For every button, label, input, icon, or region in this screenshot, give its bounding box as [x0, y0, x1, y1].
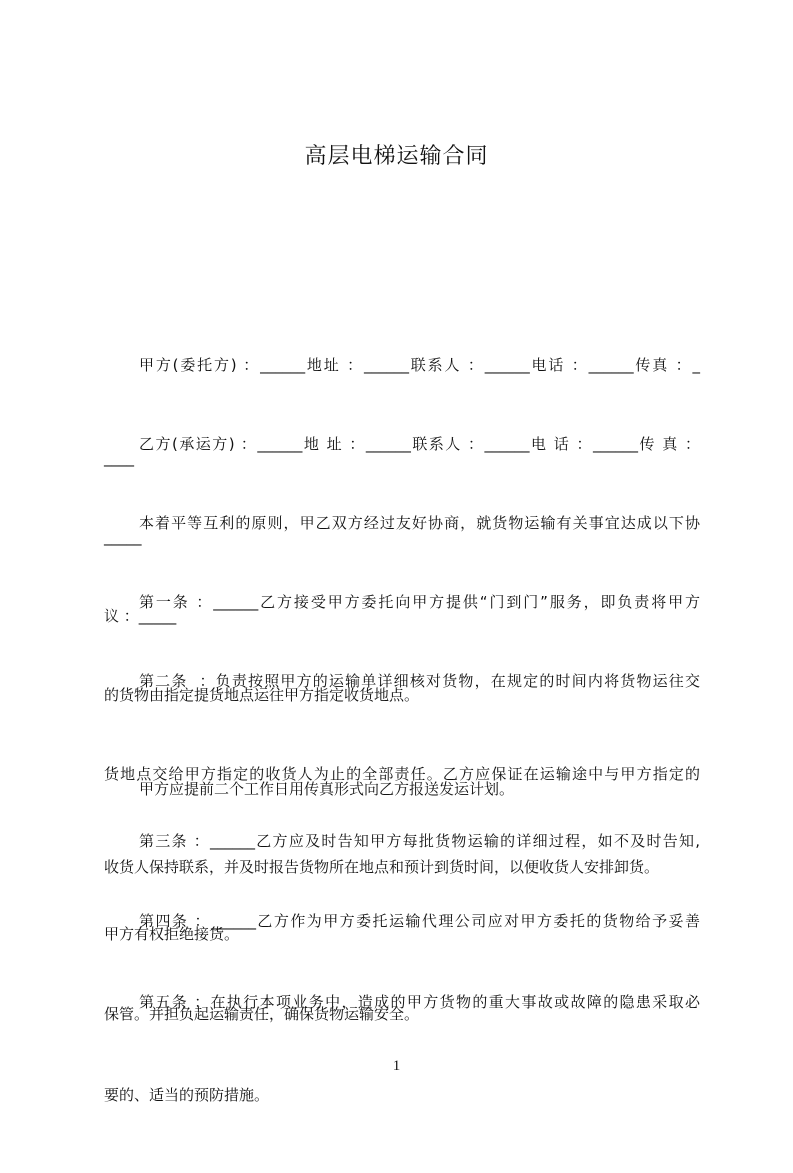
article-3-line-2: 甲方有权拒绝接货。 — [104, 925, 240, 943]
article-2-line-1: 第二条 ：负责按照甲方的运输单详细核对货物，在规定的时间内将货物运往交 — [139, 672, 700, 690]
article-4-line-1: 第四条 ：______乙方作为甲方委托运输代理公司应对甲方委托的货物给予妥善 — [139, 912, 700, 930]
party-a-line-1: 甲方(委托方) ：______地址 ：______联系人 ：______电话 ：______传真 ：_ — [139, 356, 700, 374]
article-3-line-1: 第三条 ：______乙方应及时告知甲方每批货物运输的详细过程，如不及时告知, — [139, 832, 700, 850]
article-5-line-1: 第五条 ：在执行本项业务中，造成的甲方货物的重大事故或故障的隐患采取必 — [139, 993, 700, 1011]
intro-line-2: 议 ：_____ — [104, 607, 177, 625]
party-b-line-2: _____ — [104, 528, 142, 546]
article-1-line-1: 第一条 ：______乙方接受甲方委托向甲方提供“门到门”服务，即负责将甲方 — [139, 593, 700, 611]
article-5-line-2: 要的、适当的预防措施。 — [104, 1086, 270, 1104]
party-a-line-2: ____ — [104, 449, 134, 467]
article-1-line-2: 的货物由指定提货地点运往甲方指定收货地点。 — [104, 686, 420, 704]
article-4-line-2: 保管。并担负起运输责任，确保货物运输安全。 — [104, 1005, 420, 1023]
page-number: 1 — [392, 1058, 401, 1074]
article-2-line-2: 货地点交给甲方指定的收货人为止的全部责任。乙方应保证在运输途中与甲方指定的 — [104, 765, 700, 783]
article-5 — [104, 925, 700, 1173]
party-b-line-1: 乙方(承运方) ：______地 址 ：______联系人 ：______电 话 ：______传 真 ： — [139, 435, 700, 453]
article-2-note-line: 甲方应提前二个工作日用传真形式向乙方报送发运计划。 — [139, 780, 515, 798]
article-2-line-3: 收货人保持联系，并及时报告货物所在地点和预计到货时间，以便收货人安排卸货。 — [104, 858, 660, 876]
document-title: 高层电梯运输合同 — [304, 144, 489, 169]
intro-line-1: 本着平等互利的原则，甲乙双方经过友好协商，就货物运输有关事宜达成以下协 — [139, 514, 700, 532]
